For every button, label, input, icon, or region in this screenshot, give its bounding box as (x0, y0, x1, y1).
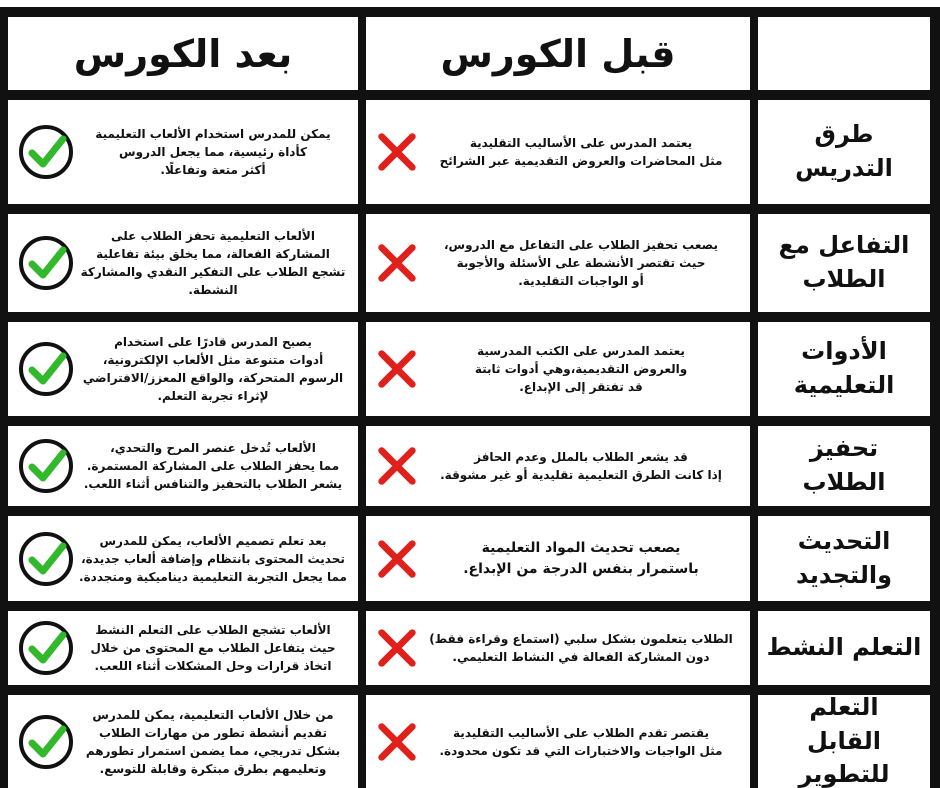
before-description: الطلاب يتعلمون بشكل سلبي (استماع وقراءة فقط) دون المشاركة الفعالة في النشاط التعليمي. (429, 632, 733, 664)
check-circle-icon (16, 122, 76, 182)
row-label-4: التحديث والتجديد (796, 526, 892, 589)
row-label-2: الأدوات التعليمية (793, 337, 895, 399)
row-label-1: التفاعل مع الطلاب (778, 231, 910, 293)
before-cell (358, 506, 750, 601)
check-circle-icon (16, 618, 76, 678)
check-circle-icon (16, 436, 76, 496)
row-label-6: التعلم القابل للتطوير (798, 693, 890, 788)
row-label-cell (750, 416, 940, 506)
before-cell (358, 312, 750, 416)
after-cell (0, 685, 358, 788)
after-cell (0, 312, 358, 416)
before-cell (358, 685, 750, 788)
row-label-cell (750, 685, 940, 788)
row-label-3: تحفيز الطلاب (802, 434, 886, 496)
x-mark-icon (374, 240, 420, 286)
check-circle-icon (16, 712, 76, 772)
row-label-cell (750, 312, 940, 416)
comparison-table (0, 7, 940, 788)
after-description: بعد تعلم تصميم الألعاب، يمكن للمدرس تحديث المحتوى بانتظام وإضافة ألعاب جديدة، مما يجعل التجربة التعليمية ديناميكية ومتجددة. (79, 533, 347, 584)
after-description: الألعاب تُدخل عنصر المرح والتحدي، مما يحفز الطلاب على المشاركة المستمرة. يشعر الطلاب بالتحفيز والتنافس أثناء اللعب. (83, 441, 343, 491)
x-mark-icon (374, 129, 420, 175)
after-description: الألعاب التعليمية تحفز الطلاب على المشاركة الفعالة، مما يخلق بيئة تفاعلية تشجع الطلاب على التفكير النقدي والمشاركة النشطة. (80, 229, 346, 297)
header-corner-cell (750, 7, 940, 90)
row-label-cell (750, 601, 940, 685)
row-label-cell (750, 506, 940, 601)
after-cell (0, 416, 358, 506)
before-description: يصعب تحديث المواد التعليمية باستمرار بنفس الدرجة من الإبداع. (463, 539, 699, 577)
after-cell (0, 90, 358, 204)
header-before-title: قبل الكورس (440, 31, 676, 76)
before-description: يصعب تحفيز الطلاب على التفاعل مع الدروس، حيث تقتصر الأنشطة على الأسئلة والأجوبة أو الواجبات التقليدية. (444, 238, 718, 288)
header-after-title: بعد الكورس (73, 31, 293, 76)
x-mark-icon (374, 625, 420, 671)
x-mark-icon (374, 443, 420, 489)
row-label-5: التعلم النشط (766, 633, 922, 662)
before-description: يعتمد المدرس على الأساليب التقليدية مثل المحاضرات والعروض التقديمية عبر الشرائح (439, 136, 723, 168)
before-cell (358, 204, 750, 312)
row-label-0: طرق التدريس (795, 120, 893, 182)
x-mark-icon (374, 536, 420, 582)
after-description: الألعاب تشجع الطلاب على التعلم النشط حيث يتفاعل الطلاب مع المحتوى من خلال اتخاذ قرارات وحل المشكلات أثناء اللعب. (90, 623, 336, 673)
check-circle-icon (16, 339, 76, 399)
before-description: يعتمد المدرس على الكتب المدرسية والعروض التقديمية،وهي أدوات ثابتة قد تفتقر إلى الإبداع. (474, 344, 688, 394)
check-circle-icon (16, 233, 76, 293)
before-cell (358, 601, 750, 685)
header-after-cell (0, 7, 358, 90)
check-circle-icon (16, 529, 76, 589)
after-cell (0, 601, 358, 685)
row-label-cell (750, 204, 940, 312)
before-cell (358, 90, 750, 204)
after-cell (0, 204, 358, 312)
x-mark-icon (374, 719, 420, 765)
before-cell (358, 416, 750, 506)
before-description: قد يشعر الطلاب بالملل وعدم الحافز إذا كانت الطرق التعليمية تقليدية أو غير مشوقة. (440, 450, 722, 482)
after-description: من خلال الألعاب التعليمية، يمكن للمدرس تقديم أنشطة تطور من مهارات الطلاب بشكل تدريجي، مما يضمن استمرار تطورهم وتعليمهم بطرق مبتكرة وقابلة للتوسع. (85, 707, 341, 776)
after-description: يمكن للمدرس استخدام الألعاب التعليمية كأداة رئيسية، مما يجعل الدروس أكثر متعة وتفاعلًا. (95, 127, 331, 177)
header-before-cell (358, 7, 750, 90)
after-description: يصبح المدرس قادرًا على استخدام أدوات متنوعة مثل الألعاب الإلكترونية، الرسوم المتحركة، والواقع المعزز/الافتراضي لإثراء تجربة التعلم. (82, 335, 344, 403)
x-mark-icon (374, 346, 420, 392)
after-cell (0, 506, 358, 601)
row-label-cell (750, 90, 940, 204)
before-description: يقتصر تقدم الطلاب على الأساليب التقليدية مثل الواجبات والاختبارات التي قد تكون محدودة. (439, 725, 723, 758)
